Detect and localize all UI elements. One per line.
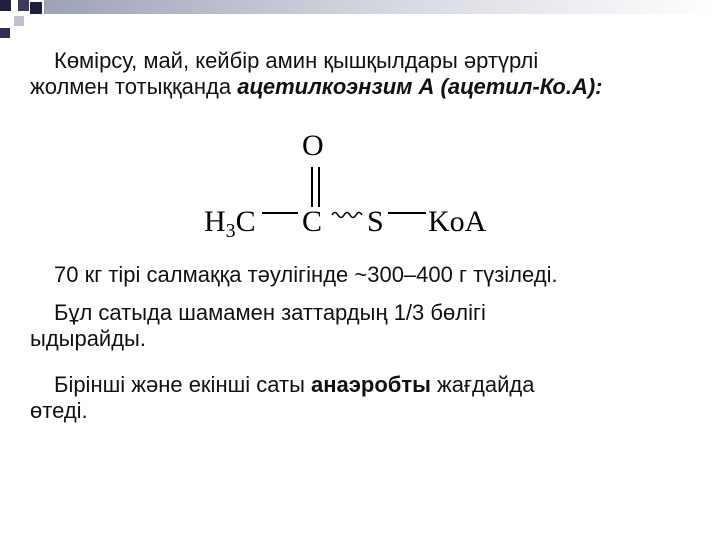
paragraph-text: Көмірсу, май, кейбір амин қышқылдары әртүрлі — [54, 48, 539, 73]
paragraph-anaerobic-stages — [30, 372, 690, 424]
oxygen-atom: O — [302, 129, 324, 162]
thioester-wavy-bond — [332, 213, 362, 218]
paragraph-decomposition — [30, 300, 690, 352]
paragraph-acetyl-coa-intro — [30, 48, 690, 100]
paragraph-text: Бұл сатыда шамамен заттардың 1/3 бөлігі — [54, 300, 486, 325]
acetyl-coa-structural-formula — [190, 125, 520, 250]
slide-corner-decoration — [0, 0, 720, 44]
paragraph-text: жолмен тотыққанда — [30, 74, 238, 99]
acetyl-coa-term: ацетилкоэнзим А (ацетил-Ко.А): — [237, 74, 603, 99]
coenzyme-a-label: KoA — [428, 205, 487, 238]
paragraph-text: ыдырайды. — [30, 326, 146, 351]
methyl-group: $H_3C$ — [204, 205, 256, 242]
sulfur-atom: S — [367, 205, 384, 238]
anaerobic-term: анаэробты — [311, 372, 431, 397]
paragraph-text: өтеді. — [30, 398, 88, 423]
paragraph-text: Бірінші және екінші саты — [54, 372, 311, 397]
carbonyl-carbon: C — [302, 205, 323, 238]
paragraph-daily-amount — [30, 262, 690, 288]
paragraph-text: жағдайда — [430, 372, 535, 397]
paragraph-text: 70 кг тірі салмаққа тәулігінде ~300–400 г түзіледі. — [54, 262, 558, 287]
